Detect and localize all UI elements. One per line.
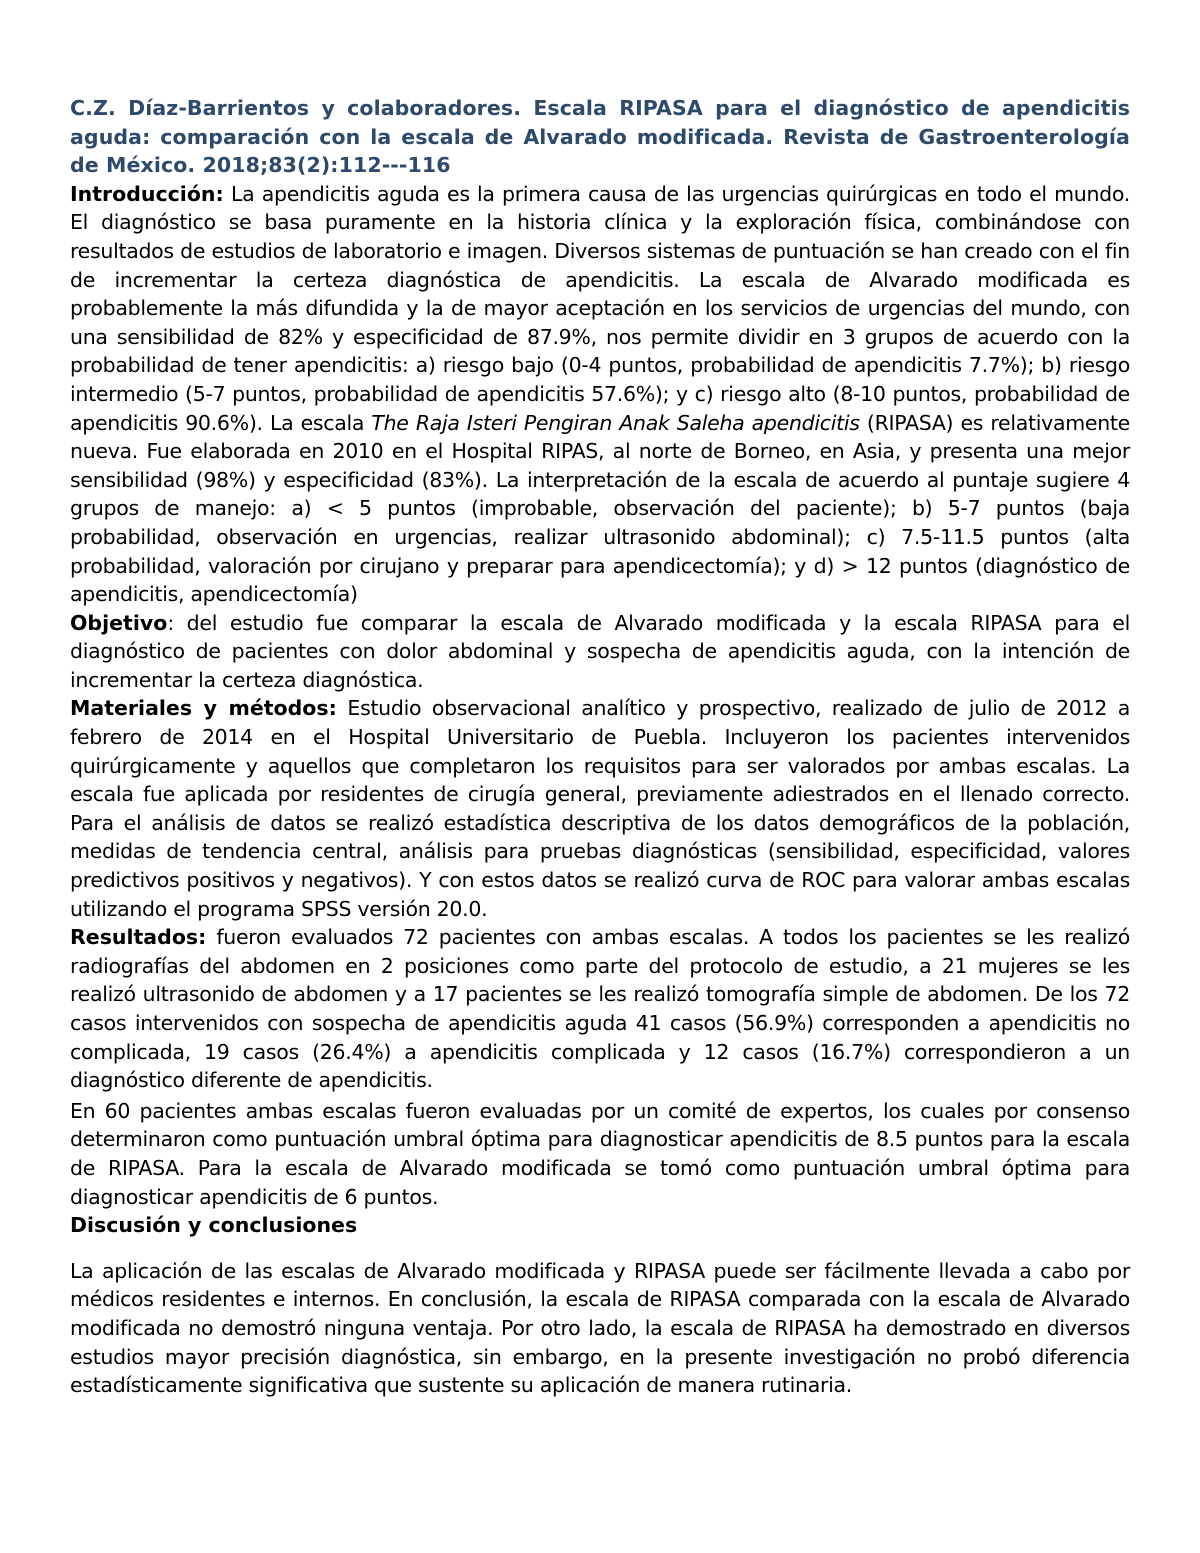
objetivo-paragraph bbox=[70, 609, 1130, 695]
document-page bbox=[70, 94, 1130, 1400]
materiales-label: Materiales y métodos: bbox=[70, 696, 337, 721]
objetivo-text: : del estudio fue comparar la escala de Alvarado modificada y la escala RIPASA para el diagnóstico de pacientes con dolor abdominal y sospecha de apendicitis aguda, con la intención de incrementar la certeza diagnóstica. bbox=[70, 610, 1130, 692]
resultados-paragraph-2: En 60 pacientes ambas escalas fueron evaluadas por un comité de expertos, los cuales por consenso determinaron como puntuación umbral óptima para diagnosticar apendicitis de 8.5 puntos para la escala de RIPASA. Para la escala de Alvarado modificada se tomó como puntuación umbral óptima para diagnosticar apendicitis de 6 puntos. bbox=[70, 1098, 1130, 1209]
ripasa-full-name: The Raja Isteri Pengiran Anak Saleha apendicitis bbox=[371, 410, 860, 435]
citation-reference: C.Z. Díaz-Barrientos y colaboradores. Escala RIPASA para el diagnóstico de apendicitis aguda: comparación con la escala de Alvarado modificada. Revista de Gastroenterología de México. 2018;83(2):112---116 bbox=[70, 96, 1130, 178]
materiales-text: Estudio observacional analítico y prospectivo, realizado de julio de 2012 a febrero de 2014 en el Hospital Universitario de Puebla. Incluyeron los pacientes intervenidos quirúrgicamente y aquellos que completaron los requisitos para ser valorados por ambas escalas. La escala fue aplicada por residentes de cirugía general, previamente adiestrados en el llenado correcto. Para el análisis de datos se realizó estadística descriptiva de los datos demográficos de la población, medidas de tendencia central, análisis para pruebas diagnósticas (sensibilidad, especificidad, valores predictivos positivos y negativos). Y con estos datos se realizó curva de ROC para valorar ambas escalas utilizando el programa SPSS versión 20.0. bbox=[70, 696, 1130, 921]
introduccion-text-1: La apendicitis aguda es la primera causa de las urgencias quirúrgicas en todo el mundo. El diagnóstico se basa puramente en la historia clínica y la exploración física, combinándose con resultados de estudios de laboratorio e imagen. Diversos sistemas de puntuación se han creado con el fin de incrementar la certeza diagnóstica de apendicitis. La escala de Alvarado modificada es probablemente la más difundida y la de mayor aceptación en los servicios de urgencias del mundo, con una sensibilidad de 82% y especificidad de 87.9%, nos permite dividir en 3 grupos de acuerdo con la probabilidad de tener apendicitis: a) riesgo bajo (0-4 puntos, probabilidad de apendicitis 7.7%); b) riesgo intermedio (5-7 puntos, probabilidad de apendicitis 57.6%); y c) riesgo alto (8-10 puntos, probabilidad de apendicitis 90.6%). La escala bbox=[70, 181, 1130, 435]
resultados-paragraph bbox=[70, 923, 1130, 1095]
introduccion-label: Introducción: bbox=[70, 181, 224, 206]
introduccion-paragraph bbox=[70, 180, 1130, 609]
resultados-text: fueron evaluados 72 pacientes con ambas escalas. A todos los pacientes se les realizó radiografías del abdomen en 2 posiciones como parte del protocolo de estudio, a 21 mujeres se les realizó ultrasonido de abdomen y a 17 pacientes se les realizó tomografía simple de abdomen. De los 72 casos intervenidos con sospecha de apendicitis aguda 41 casos (56.9%) corresponden a apendicitis no complicada, 19 casos (26.4%) a apendicitis complicada y 12 casos (16.7%) correspondieron a un diagnóstico diferente de apendicitis. bbox=[70, 925, 1130, 1093]
objetivo-label: Objetivo bbox=[70, 610, 168, 635]
materiales-paragraph bbox=[70, 694, 1130, 923]
introduccion-text-2: (RIPASA) es relativamente nueva. Fue elaborada en 2010 en el Hospital RIPAS, al norte de Borneo, en Asia, y presenta una mejor sensibilidad (98%) y especificidad (83%). La interpretación de la escala de acuerdo al puntaje sugiere 4 grupos de manejo: a) < 5 puntos (improbable, observación del paciente); b) 5-7 puntos (baja probabilidad, observación en urgencias, realizar ultrasonido abdominal); c) 7.5-11.5 puntos (alta probabilidad, valoración por cirujano y preparar para apendicectomía); y d) > 12 puntos (diagnóstico de apendicitis, apendicectomía) bbox=[70, 410, 1130, 607]
discusion-heading: Discusión y conclusiones bbox=[70, 1213, 358, 1238]
discusion-paragraph: La aplicación de las escalas de Alvarado modificada y RIPASA puede ser fácilmente llevada a cabo por médicos residentes e internos. En conclusión, la escala de RIPASA comparada con la escala de Alvarado modificada no demostró ninguna ventaja. Por otro lado, la escala de RIPASA ha demostrado en diversos estudios mayor precisión diagnóstica, sin embargo, en la presente investigación no probó diferencia estadísticamente significativa que sustente su aplicación de manera rutinaria. bbox=[70, 1258, 1130, 1398]
resultados-label: Resultados: bbox=[70, 925, 207, 950]
